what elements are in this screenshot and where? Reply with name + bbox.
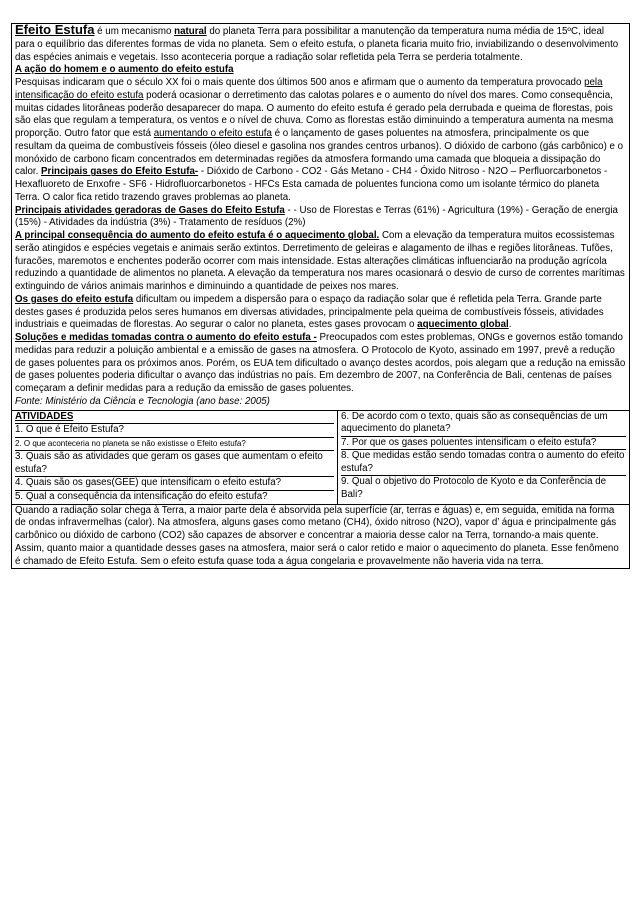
consequencia-heading: A principal consequência do aumento do efeito estufa é o aquecimento global.: [15, 230, 380, 241]
principais-gases-heading: Principais gases do Efeito Estufa-: [41, 166, 199, 178]
intro-text-2: do planeta Terra para possibilitar a manutenção da temperatura numa média de 15ºC, ideal para o equilíbrio das diferentes formas de vida no planeta. Sem o efeito estufa, o planeta ficaria muito frio, inviabilizando o desenvolvimento das espécies animais e vegetais. Isso aconteceria porque a radiação solar refletida pela Terra se perderia totalmente.: [15, 26, 619, 63]
atividades-right-column: [338, 411, 629, 504]
atividades-heading: ATIVIDADES: [15, 411, 334, 425]
page-title: Efeito Estufa: [15, 22, 95, 37]
acao-heading-text: A ação do homem e o aumento do efeito estufa: [15, 64, 234, 76]
bottom-explanation: Quando a radiação solar chega à Terra, a maior parte dela é absorvida pela superfície (ar, terras e águas) e, em seguida, emitida na forma de ondas infravermelhas (calor). Na atmosfera, alguns gases como metano (CH4), óxido nitroso (N2O), vapor d’ água e principalmente gás carbônico ou dióxido de carbono (CO2) são capazes de absorver e concentrar a maioria desse calor na Terra, tornando-a mais quente. Assim, quanto maior a quantidade desses gases na atmosfera, maior será o calor retido e maior o aquecimento do planeta. Esse fenômeno é chamado de Efeito Estufa. Sem o efeito estufa quase toda a água congelaria e provavelmente não haveria vida na terra.: [12, 504, 629, 569]
question-9: 9. Qual o objetivo do Protocolo de Kyoto e da Conferência de Bali?: [341, 476, 607, 501]
question-6: 6. De acordo com o texto, quais são as consequências de um aquecimento do planeta?: [341, 411, 626, 437]
aquecimento-global-term: aquecimento global: [417, 319, 509, 331]
acao-text-2: poderá ocasionar o derretimento das calotas polares e o aumento do nível dos mares. Como consequência, muitas cidades litorâneas poderão desaparecer do mapa. O aumento do efeito estufa é gerado pela derrubada e queima de florestas, pois são elas que regulam a temperatura, os ventos e o nível de chuva. Como as florestas estão diminuindo a temperatura aumenta na mesma proporção. Outro fator que está: [15, 89, 614, 139]
intro-paragraph: [15, 24, 626, 64]
acao-text-4: - Dióxido de Carbono - CO2 - Gás Metano - CH4 - Óxido Nitroso - N2O – Perfluorcarbonetos - Hexafluoreto de Enxofre - SF6 - Hidrofluorcarbonetos - HFCs Esta camada de poluentes funciona como um isolante térmico do planeta Terra. O calor fica retido trazendo graves problemas ao planeta.: [15, 166, 608, 203]
atividades-table: [12, 410, 629, 504]
acao-heading: [15, 64, 626, 77]
gases-text-1: dificultam ou impedem a dispersão para o espaço da radiação solar que é refletida pela Terra. Grande parte destes gases é produzida pelos seres humanos em diversas atividades, principalmente pela queima de combustíveis fósseis, atividades industriais e queimadas de florestas. Ao segurar o calor no planeta, estes gases provocam o: [15, 293, 604, 331]
acao-underline-1: pela intensificação do efeito estufa: [15, 77, 603, 101]
question-7: 7. Por que os gases poluentes intensificam o efeito estufa?: [341, 437, 626, 451]
acao-text-3: é o lançamento de gases poluentes na atmosfera, principalmente os que resultam da queima de combustíveis fósseis (óleo diesel e gasolina nos grandes centros urbanos). O dióxido de carbono (gás carbônico) e o monóxido de carbono ficam concentrados em determinadas regiões da atmosfera formando uma camada que bloqueia a dissipação do calor.: [15, 128, 624, 178]
atividades-gases-text: - - Uso de Florestas e Terras (61%) - Agricultura (19%) - Geração de energia (15%) - Atividades da indústria (3%) - Tratamento de resíduos (2%): [15, 204, 618, 229]
gases-text-2: .: [508, 319, 512, 331]
solucoes-text: Preocupados com estes problemas, ONGs e governos estão tomando medidas para reduzir a poluição ambiental e a emissão de gases na atmosfera. O Protocolo de Kyoto, assinado em 1997, prevê a redução de gases poluentes para os próximos anos. Porém, os EUA tem dificultado o avanço destes acordos, pois alegam que a redução na emissão de gases poluentes poderia dificultar o avanço das indústrias no país. Em dezembro de 2007, na Conferência de Bali, centenas de países começaram a definir medidas para a redução da emissão de gases poluentes.: [15, 332, 626, 394]
natural-word: natural: [174, 26, 207, 37]
acao-text-1: Pesquisas indicaram que o século XX foi o mais quente dos últimos 500 anos e afirmam que o aumento da temperatura provocado: [15, 77, 585, 88]
question-4: 4. Quais são os gases(GEE) que intensificam o efeito estufa?: [15, 477, 334, 491]
worksheet: [11, 23, 630, 569]
consequencia-paragraph: [15, 230, 626, 294]
consequencia-text: Com a elevação da temperatura muitos ecossistemas serão atingidos e espécies vegetais e animais serão extintos. Derretimento de geleiras e alagamento de ilhas e regiões litorâneas. Tufões, furacões, maremotos e enchentes poderão ocorrer com mais intensidade. Estas alterações climáticas influenciarão na produção agrícola reduzindo a quantidade de alimentos no planeta. A elevação da temperatura nos mares ocasionará o desvio de curso de correntes marítimas extinguindo de vários animais marinhos e diminuindo a quantidade de peixes nos mares.: [15, 230, 625, 292]
acao-underline-2: aumentando o efeito estufa: [153, 128, 272, 139]
source-line: Fonte: Ministério da Ciência e Tecnologia (ano base: 2005): [15, 395, 270, 407]
main-text-block: [12, 24, 629, 410]
solucoes-paragraph: [15, 332, 626, 396]
question-2: 2. O que aconteceria no planeta se não existisse o Efeito estufa?: [15, 438, 334, 452]
gases-heading: Os gases do efeito estufa: [15, 293, 134, 305]
acao-paragraph: [15, 77, 626, 205]
question-1: 1. O que é Efeito Estufa?: [15, 424, 334, 438]
atividades-gases-heading: Principais atividades geradoras de Gases do Efeito Estufa: [15, 204, 285, 216]
solucoes-heading: Soluções e medidas tomadas contra o aumento do efeito estufa -: [15, 332, 317, 343]
intro-text-1: é um mecanismo: [94, 26, 175, 37]
gases-paragraph: [15, 294, 626, 332]
question-3: 3. Quais são as atividades que geram os gases que aumentam o efeito estufa?: [15, 451, 334, 477]
question-5: 5. Qual a consequência da intensificação do efeito estufa?: [15, 491, 268, 503]
question-8: 8. Que medidas estão sendo tomadas contra o aumento do efeito estufa?: [341, 450, 626, 476]
atividades-left-column: [12, 411, 338, 504]
atividades-gases-paragraph: [15, 205, 626, 231]
